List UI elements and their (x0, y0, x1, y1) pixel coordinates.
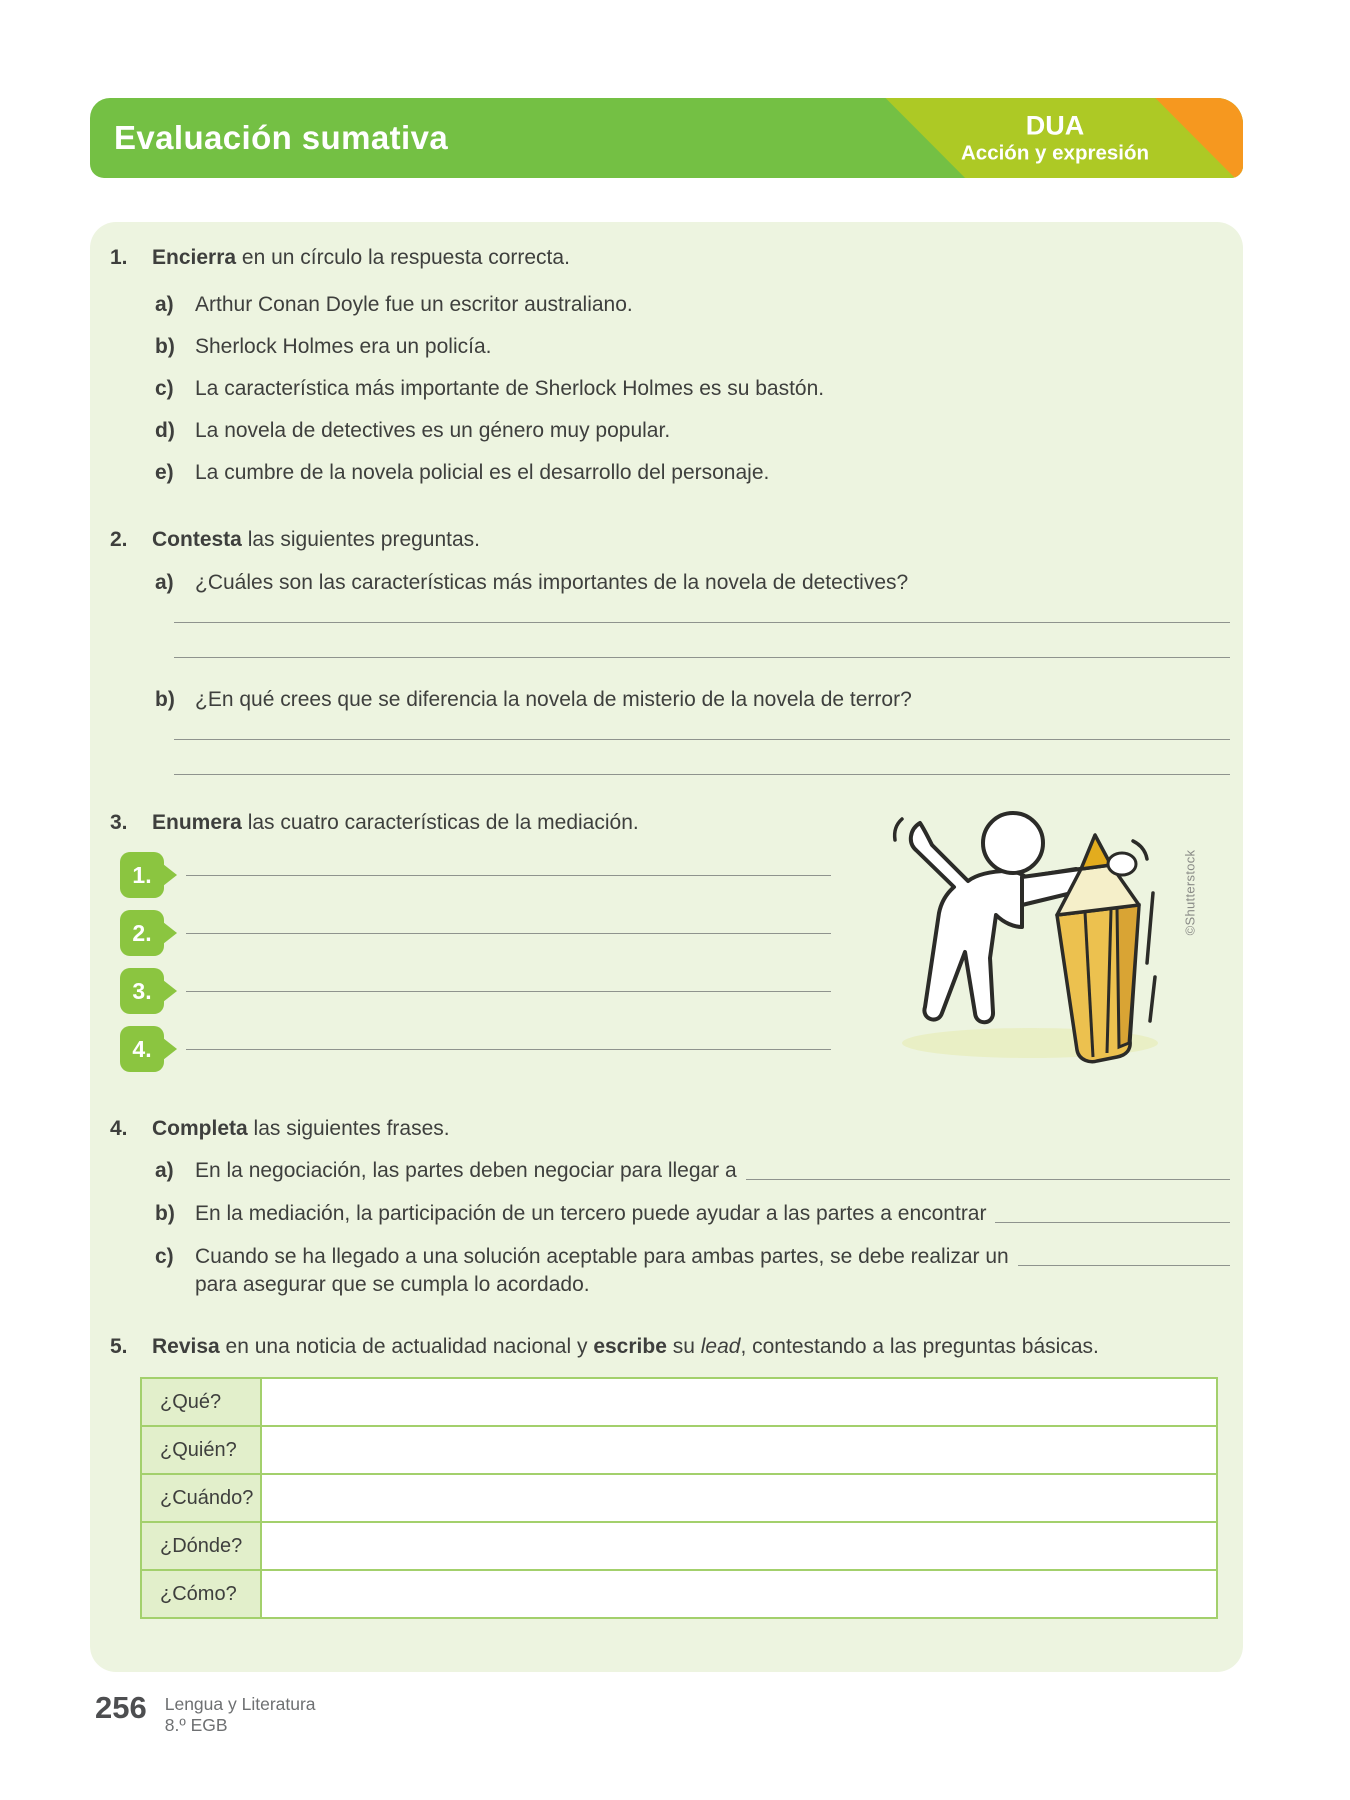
table-row (141, 1474, 1217, 1522)
item-letter: a) (155, 1159, 174, 1182)
page-title: Evaluación sumativa (114, 119, 449, 156)
option-text: La novela de detectives es un género muy popular. (195, 419, 671, 442)
exercise-instruction: en un círculo la respuesta correcta. (236, 246, 570, 269)
option-letter: c) (155, 377, 174, 400)
item-text: En la negociación, las partes deben negociar para llegar a (195, 1159, 737, 1182)
exercise-instruction: las cuatro características de la mediación. (241, 811, 639, 834)
exercise-instruction: las siguientes preguntas. (241, 528, 481, 551)
exercise-keyword: Revisa (152, 1335, 220, 1358)
exercise-number: 4. (110, 1117, 128, 1140)
book-title: Lengua y Literatura (164, 1694, 316, 1714)
option-row (155, 292, 1230, 317)
lead-questions-table (140, 1377, 1218, 1619)
exercise-2 (110, 527, 1230, 775)
step-badge (120, 968, 164, 1014)
lead-term: lead (700, 1335, 741, 1358)
option-text: La característica más importante de Sherlock Holmes es su bastón. (195, 377, 825, 400)
image-credit: ©Shutterstock (1182, 849, 1198, 936)
answer-line[interactable] (174, 774, 1230, 775)
option-text: Sherlock Holmes era un policía. (195, 335, 492, 358)
table-row-label: ¿Quién? (141, 1426, 261, 1474)
table-row (141, 1522, 1217, 1570)
option-letter: b) (155, 335, 175, 358)
option-row (155, 418, 1230, 443)
answer-line[interactable] (174, 622, 1230, 623)
exercise-4-heading (110, 1116, 1230, 1142)
question-row (155, 570, 1230, 595)
table-row-label: ¿Cómo? (141, 1570, 261, 1618)
exercise-number: 2. (110, 528, 128, 551)
exercise-1 (110, 245, 1230, 485)
exercise-keyword: Enumera (152, 811, 242, 834)
exercise-number: 1. (110, 246, 128, 269)
item-letter: c) (155, 1245, 174, 1268)
exercise-1-heading (110, 245, 1230, 271)
table-row-label: ¿Cuándo? (141, 1474, 261, 1522)
answer-line[interactable] (186, 933, 831, 934)
page-number: 256 (95, 1690, 147, 1725)
step-number: 2. (132, 919, 152, 946)
exercise-5 (110, 1334, 1230, 1619)
item-text: En la mediación, la participación de un tercero puede ayudar a las partes a encontrar (195, 1202, 987, 1225)
exercise-keyword: Encierra (152, 246, 237, 269)
page-footer (95, 1690, 316, 1735)
book-info (165, 1690, 316, 1735)
option-letter: e) (155, 461, 174, 484)
option-letter: d) (155, 419, 175, 442)
table-answer-cell[interactable] (261, 1474, 1217, 1522)
step-number: 3. (132, 977, 152, 1004)
exercise-instruction: las siguientes frases. (247, 1117, 450, 1140)
option-row (155, 376, 1230, 401)
waving-figure-pencil-drawing (880, 795, 1220, 1085)
step-number: 4. (132, 1035, 152, 1062)
option-text: Arthur Conan Doyle fue un escritor australiano. (195, 293, 633, 316)
option-row (155, 334, 1230, 359)
answer-line[interactable] (174, 657, 1230, 658)
table-row-label: ¿Qué? (141, 1378, 261, 1426)
exercise-2-heading (110, 527, 1230, 553)
table-answer-cell[interactable] (261, 1570, 1217, 1618)
answer-line[interactable] (186, 875, 831, 876)
table-row (141, 1570, 1217, 1618)
answer-line[interactable] (186, 1049, 831, 1050)
table-row (141, 1378, 1217, 1426)
figure-with-pencil-illustration (880, 795, 1220, 1085)
table-answer-cell[interactable] (261, 1378, 1217, 1426)
dua-sublabel: Acción y expresión (961, 141, 1149, 165)
exercise-instruction: en una noticia de actualidad nacional y (219, 1335, 594, 1358)
exercise-number: 3. (110, 811, 128, 834)
exercise-instruction-2: su (666, 1335, 701, 1358)
step-badge (120, 910, 164, 956)
dua-tag (900, 111, 1210, 166)
exercise-keyword: Contesta (152, 528, 242, 551)
blank-line[interactable] (746, 1179, 1230, 1180)
table-answer-cell[interactable] (261, 1522, 1217, 1570)
question-row (155, 687, 1230, 712)
exercise-4 (110, 1116, 1230, 1315)
question-text: ¿En qué crees que se diferencia la novela de misterio de la novela de terror? (195, 688, 912, 711)
item-text-continued: para asegurar que se cumpla lo acordado. (195, 1273, 590, 1296)
exercise-keyword: Completa (152, 1117, 248, 1140)
completion-item (155, 1244, 1230, 1298)
question-letter: a) (155, 571, 174, 594)
exercise-instruction-3: , contestando a las preguntas básicas. (740, 1335, 1099, 1358)
table-row-label: ¿Dónde? (141, 1522, 261, 1570)
step-badge (120, 1026, 164, 1072)
item-text: Cuando se ha llegado a una solución aceptable para ambas partes, se debe realizar un (195, 1245, 1009, 1268)
dua-label: DUA (1025, 110, 1085, 141)
table-row (141, 1426, 1217, 1474)
exercise-keyword-2: escribe (593, 1335, 667, 1358)
question-text: ¿Cuáles son las características más importantes de la novela de detectives? (195, 571, 909, 594)
option-row (155, 460, 1230, 485)
table-answer-cell[interactable] (261, 1426, 1217, 1474)
step-number: 1. (132, 861, 152, 888)
question-letter: b) (155, 688, 175, 711)
section-banner (90, 98, 1243, 178)
completion-item (155, 1158, 1230, 1184)
blank-line[interactable] (995, 1222, 1230, 1223)
book-grade: 8.º EGB (164, 1714, 228, 1735)
step-badge (120, 852, 164, 898)
option-letter: a) (155, 293, 174, 316)
exercise-5-heading (110, 1334, 1230, 1360)
option-text: La cumbre de la novela policial es el desarrollo del personaje. (195, 461, 770, 484)
completion-item (155, 1201, 1230, 1227)
answer-line[interactable] (186, 991, 831, 992)
item-letter: b) (155, 1202, 175, 1225)
answer-line[interactable] (174, 739, 1230, 740)
blank-line[interactable] (1018, 1265, 1230, 1266)
exercise-number: 5. (110, 1335, 128, 1358)
